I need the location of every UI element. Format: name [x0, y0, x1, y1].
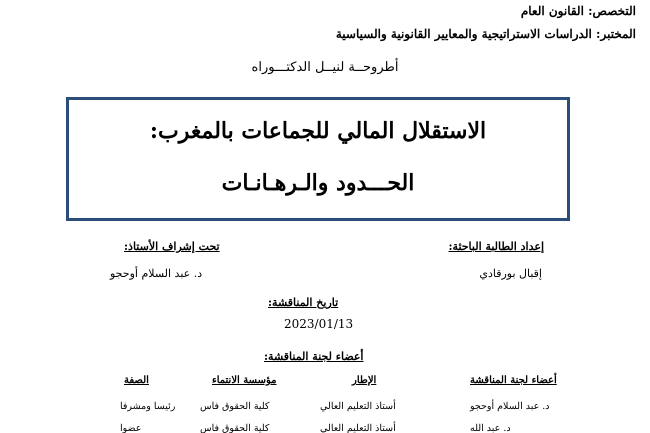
committee-member: د. عبد الله [470, 423, 511, 433]
committee-label: أعضاء لجنة المناقشة: [264, 350, 364, 363]
committee-header-rank: الإطار [352, 375, 377, 386]
committee-role: عضوا [120, 423, 142, 433]
committee-rank: أستاذ التعليم العالي [320, 401, 396, 412]
committee-role: رئيسا ومشرفا [120, 401, 176, 412]
thesis-subtitle: الحـــدود والـرهـانـات [221, 170, 415, 196]
speciality-line: التخصص: القانون العام [520, 4, 636, 18]
defense-date-label: تاريخ المناقشة: [268, 296, 339, 309]
committee-header-member: أعضاء لجنة المناقشة [470, 375, 557, 386]
committee-institution: كلية الحقوق فاس [200, 401, 270, 412]
laboratory-line: المختبر: الدراسات الاستراتيجية والمعايير القانونية والسياسية [335, 27, 636, 41]
supervisor-label: تحت إشراف الأستاذ: [124, 240, 220, 253]
committee-rank: أستاذ التعليم العالي [320, 423, 396, 433]
title-box [66, 97, 570, 221]
defense-date: 2023/01/13 [284, 317, 354, 331]
thesis-purpose: أطروحــة لنيــل الدكتـــوراه [251, 60, 399, 75]
prepared-by-label: إعداد الطالبة الباحثة: [448, 240, 544, 253]
student-name: إقبال بورقادي [479, 267, 542, 280]
thesis-title: الاستقلال المالي للجماعات بالمغرب: [149, 118, 487, 144]
committee-member: د. عبد السلام أوحجو [470, 401, 550, 412]
committee-header-institution: مؤسسة الانتماء [212, 375, 277, 386]
supervisor-name: د. عبد السلام أوحجو [110, 267, 203, 280]
committee-institution: كلية الحقوق فاس [200, 423, 270, 433]
committee-header-role: الصفة [124, 375, 149, 386]
